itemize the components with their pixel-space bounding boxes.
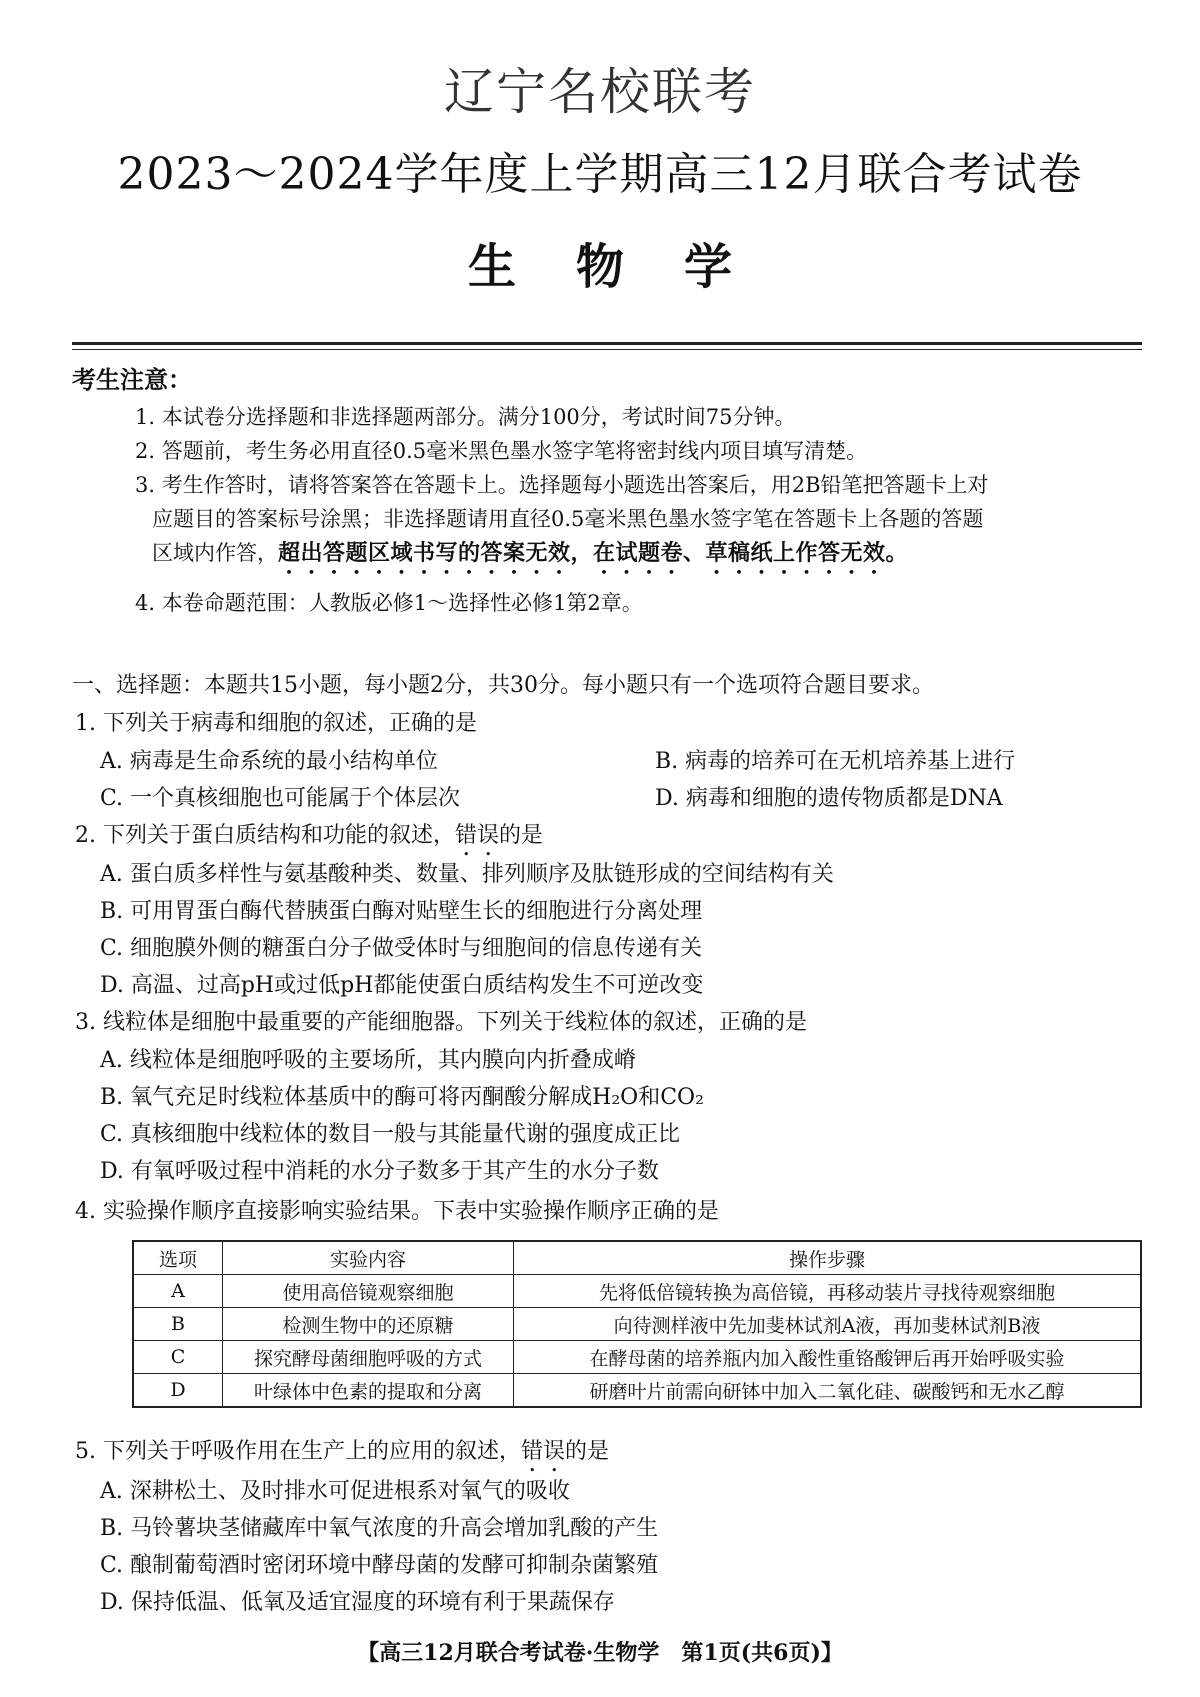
table-cell: 使用高倍镜观察细胞 xyxy=(223,1275,514,1308)
notice-item-3-line-3 xyxy=(152,536,908,579)
question-2-stem-keyword: 错误 xyxy=(455,823,500,848)
question-5-option-a: A. 深耕松土、及时排水可促进根系对氧气的吸收 xyxy=(100,1479,570,1504)
notice-item-3-line-2: 应题目的答案标号涂黑；非选择题请用直径0.5毫米黑色墨水签字笔在答题卡上各题的答题 xyxy=(152,507,984,531)
table-cell: 检测生物中的还原糖 xyxy=(223,1308,514,1341)
table-cell: C xyxy=(133,1341,223,1374)
table-header-cell: 选项 xyxy=(133,1241,223,1275)
table-cell: 叶绿体中色素的提取和分离 xyxy=(223,1374,514,1408)
question-5-option-c: C. 酿制葡萄酒时密闭环境中酵母菌的发酵可抑制杂菌繁殖 xyxy=(100,1553,659,1578)
table-cell: B xyxy=(133,1308,223,1341)
table-cell: 向待测样液中先加斐林试剂A液，再加斐林试剂B液 xyxy=(514,1308,1142,1341)
exam-title: 2023～2024学年度上学期高三12月联合考试卷 xyxy=(117,149,1083,200)
table-cell: D xyxy=(133,1374,223,1408)
table-header-cell: 操作步骤 xyxy=(514,1241,1142,1275)
table-cell: 先将低倍镜转换为高倍镜，再移动装片寻找待观察细胞 xyxy=(514,1275,1142,1308)
divider-thin xyxy=(72,349,1142,350)
question-2-stem-post: 的是 xyxy=(499,823,544,848)
question-5-stem xyxy=(75,1434,609,1477)
table-cell: 探究酵母菌细胞呼吸的方式 xyxy=(223,1341,514,1374)
question-3-option-d: D. 有氧呼吸过程中消耗的水分子数多于其产生的水分子数 xyxy=(100,1159,659,1184)
question-1-option-a: A. 病毒是生命系统的最小结构单位 xyxy=(100,749,438,774)
question-2-option-b: B. 可用胃蛋白酶代替胰蛋白酶对贴壁生长的细胞进行分离处理 xyxy=(100,899,703,924)
question-4-table xyxy=(132,1240,1142,1408)
question-5-stem-pre: 5. 下列关于呼吸作用在生产上的应用的叙述， xyxy=(75,1439,521,1464)
table-row xyxy=(133,1308,1141,1341)
question-5-stem-keyword: 错误 xyxy=(521,1439,566,1464)
notice-item-1: 1. 本试卷分选择题和非选择题两部分。满分100分，考试时间75分钟。 xyxy=(135,405,796,429)
question-3-option-a: A. 线粒体是细胞呼吸的主要场所，其内膜向内折叠成嵴 xyxy=(100,1048,636,1073)
question-1-stem: 1. 下列关于病毒和细胞的叙述，正确的是 xyxy=(75,711,477,736)
notice-item-3-line-1: 3. 考生作答时，请将答案答在答题卡上。选择题每小题选出答案后，用2B铅笔把答题卡上对 xyxy=(135,473,989,497)
question-2-stem xyxy=(75,818,543,861)
question-5-stem-post: 的是 xyxy=(565,1439,610,1464)
question-5-option-b: B. 马铃薯块茎储藏库中氧气浓度的升高会增加乳酸的产生 xyxy=(100,1516,659,1541)
table-row xyxy=(133,1275,1141,1308)
question-3-option-b: B. 氧气充足时线粒体基质中的酶可将丙酮酸分解成H₂O和CO₂ xyxy=(100,1085,704,1110)
section-heading: 一、选择题：本题共15小题，每小题2分，共30分。每小题只有一个选项符合题目要求。 xyxy=(72,673,934,698)
table-row xyxy=(133,1341,1141,1374)
question-2-option-d: D. 高温、过高pH或过低pH都能使蛋白质结构发生不可逆改变 xyxy=(100,973,704,998)
question-3-option-c: C. 真核细胞中线粒体的数目一般与其能量代谢的强度成正比 xyxy=(100,1122,681,1147)
table-cell: 研磨叶片前需向研钵中加入二氧化硅、碳酸钙和无水乙醇 xyxy=(514,1374,1142,1408)
question-1-option-d: D. 病毒和细胞的遗传物质都是DNA xyxy=(655,786,1003,811)
table-row xyxy=(133,1374,1141,1408)
notice-item-4: 4. 本卷命题范围：人教版必修1～选择性必修1第2章。 xyxy=(135,591,643,615)
divider-thick xyxy=(72,342,1142,345)
subject-title: 生物学 xyxy=(467,239,792,295)
page-footer: 【高三12月联合考试卷·生物学 第1页(共6页)】 xyxy=(357,1640,843,1666)
exam-series-title: 辽宁名校联考 xyxy=(444,63,756,121)
question-1-option-b: B. 病毒的培养可在无机培养基上进行 xyxy=(655,749,1016,774)
notice-heading: 考生注意： xyxy=(72,365,192,394)
question-2-option-c: C. 细胞膜外侧的糖蛋白分子做受体时与细胞间的信息传递有关 xyxy=(100,936,703,961)
question-5-option-d: D. 保持低温、低氧及适宜湿度的环境有利于果蔬保存 xyxy=(100,1590,615,1615)
question-3-stem: 3. 线粒体是细胞中最重要的产能细胞器。下列关于线粒体的叙述，正确的是 xyxy=(75,1010,807,1035)
question-2-option-a: A. 蛋白质多样性与氨基酸种类、数量、排列顺序及肽链形成的空间结构有关 xyxy=(100,862,834,887)
notice-item-3-emphasis: 超出答题区域书写的答案无效，在试题卷、草稿纸上作答无效。 xyxy=(278,541,909,566)
question-1-option-c: C. 一个真核细胞也可能属于个体层次 xyxy=(100,786,461,811)
table-header-row xyxy=(133,1241,1141,1275)
table-cell: 在酵母菌的培养瓶内加入酸性重铬酸钾后再开始呼吸实验 xyxy=(514,1341,1142,1374)
question-4-stem: 4. 实验操作顺序直接影响实验结果。下表中实验操作顺序正确的是 xyxy=(75,1199,719,1224)
table-cell: A xyxy=(133,1275,223,1308)
notice-item-3-prefix: 区域内作答， xyxy=(152,541,278,565)
notice-item-2: 2. 答题前，考生务必用直径0.5毫米黑色墨水签字笔将密封线内项目填写清楚。 xyxy=(135,439,868,463)
question-2-stem-pre: 2. 下列关于蛋白质结构和功能的叙述， xyxy=(75,823,455,848)
table-header-cell: 实验内容 xyxy=(223,1241,514,1275)
